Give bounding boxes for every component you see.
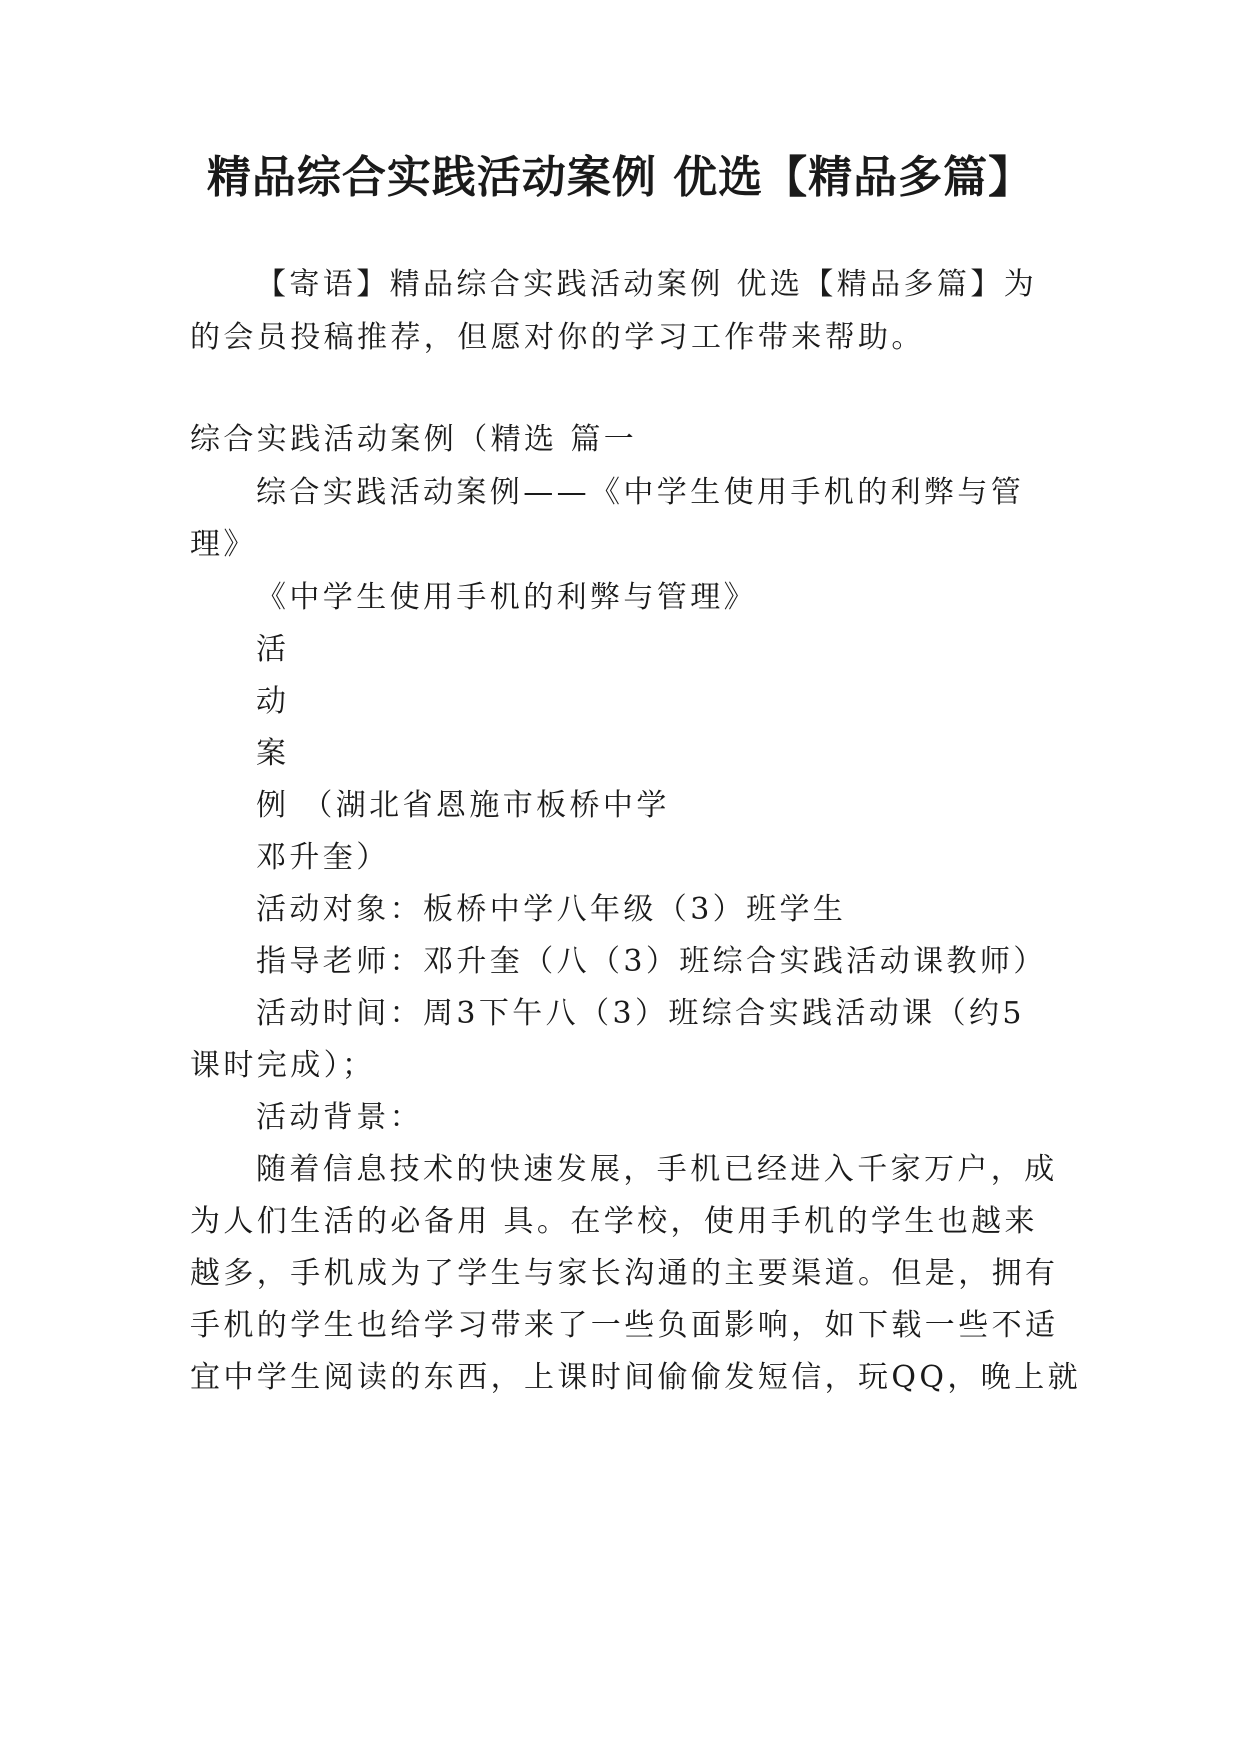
body-line-5: 理》 (190, 527, 257, 562)
body-line-11: 邓升奎） (256, 840, 390, 875)
document-title: 精品综合实践活动案例 优选【精品多篇】 (206, 152, 1034, 203)
body-line-7: 活 (256, 632, 290, 667)
body-line-1: 【寄语】精品综合实践活动案例 优选【精品多篇】为 (256, 267, 1038, 302)
body-line-17: 随着信息技术的快速发展，手机已经进入千家万户，成 (256, 1152, 1058, 1187)
body-line-14: 活动时间：周3下午八（3）班综合实践活动课（约5 (256, 996, 1025, 1031)
body-line-8: 动 (256, 684, 290, 719)
body-line-18: 为人们生活的必备用 具。在学校，使用手机的学生也越来 (190, 1204, 1038, 1239)
body-line-21: 宜中学生阅读的东西，上课时间偷偷发短信，玩QQ，晚上就 (190, 1360, 1081, 1395)
body-line-20: 手机的学生也给学习带来了一些负面影响，如下载一些不适 (190, 1308, 1059, 1343)
body-line-15: 课时完成）； (190, 1048, 376, 1083)
body-line-12: 活动对象：板桥中学八年级（3）班学生 (256, 892, 847, 927)
body-line-10: 例 （湖北省恩施市板桥中学 (256, 788, 670, 823)
section-heading: 综合实践活动案例（精选 篇一 (190, 422, 638, 457)
body-line-19: 越多，手机成为了学生与家长沟通的主要渠道。但是，拥有 (190, 1256, 1059, 1291)
body-line-16: 活动背景： (256, 1100, 423, 1135)
body-line-2: 的会员投稿推荐，但愿对你的学习工作带来帮助。 (190, 320, 925, 355)
body-line-13: 指导老师：邓升奎（八（3）班综合实践活动课教师） (256, 944, 1047, 979)
body-line-9: 案 (256, 736, 290, 771)
body-line-4: 综合实践活动案例——《中学生使用手机的利弊与管 (256, 475, 1025, 510)
body-line-6: 《中学生使用手机的利弊与管理》 (256, 580, 757, 615)
